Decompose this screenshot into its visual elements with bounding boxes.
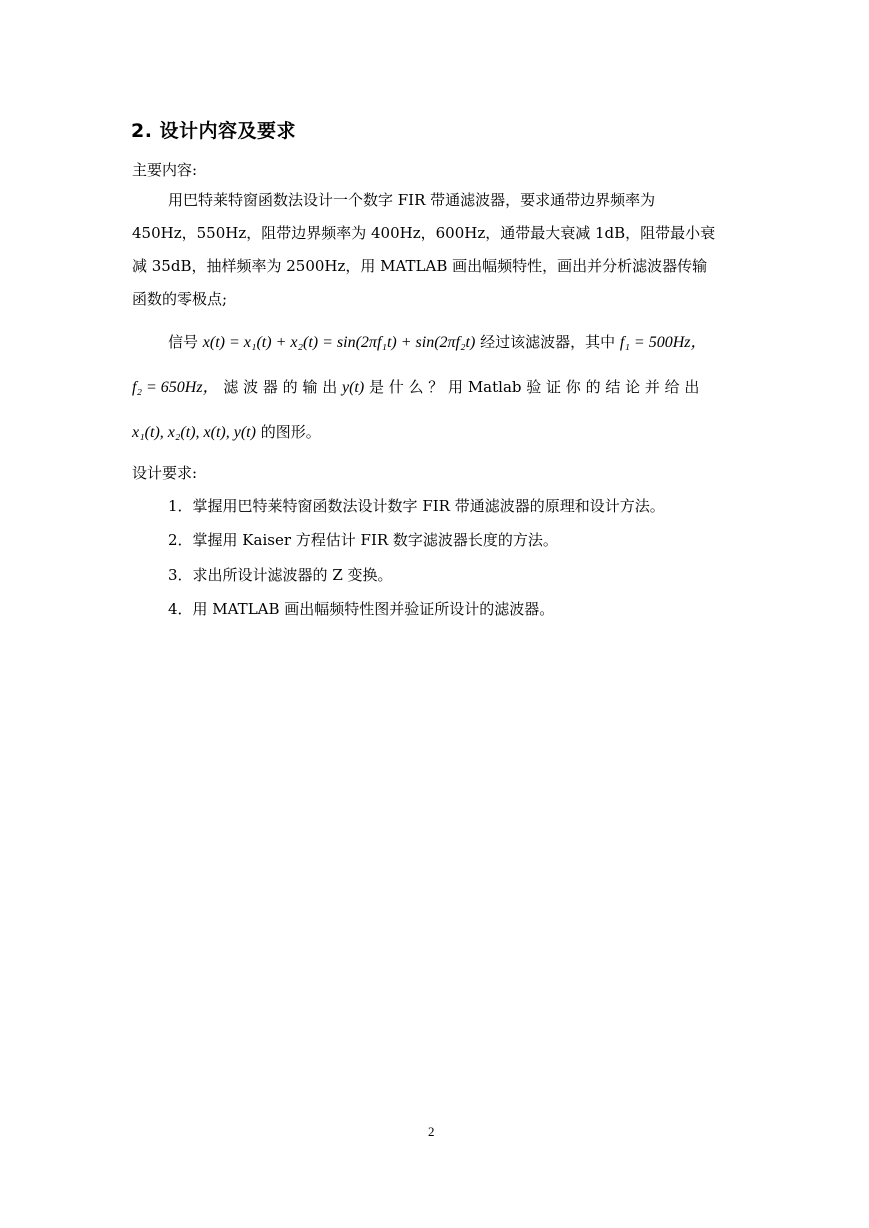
- requirements-label: 设计要求:: [132, 464, 198, 482]
- signal-paragraph-line-3: [132, 422, 321, 443]
- signal-paragraph-line-1: [168, 332, 706, 353]
- signals-formula: x₁(t), x₂(t), x(t), y(t): [132, 424, 256, 441]
- signal-suffix: 经过该滤波器，其中: [480, 333, 616, 351]
- y-symbol: y(t): [342, 379, 365, 396]
- question-text: 是 什 么 ？ 用 Matlab 验 证 你 的 结 论 并 给 出: [368, 378, 700, 396]
- requirement-item: 2．掌握用 Kaiser 方程估计 FIR 数字滤波器长度的方法。: [168, 531, 558, 549]
- paragraph-line: 用巴特莱特窗函数法设计一个数字 FIR 带通滤波器，要求通带边界频率为: [168, 191, 656, 209]
- signals-tail: 的图形。: [260, 423, 321, 441]
- filter-output-text: 滤 波 器 的 输 出: [223, 378, 338, 396]
- f2-value: f₂ = 650Hz，: [132, 379, 219, 396]
- signal-formula: x(t) = x₁(t) + x₂(t) = sin(2πf₁t) + sin(2πf₂t): [202, 334, 476, 351]
- paragraph-line: 减 35dB，抽样频率为 2500Hz，用 MATLAB 画出幅频特性，画出并分析滤波器传输: [132, 257, 708, 275]
- main-content-label: 主要内容:: [132, 161, 198, 179]
- page-number: 2: [428, 1124, 435, 1139]
- paragraph-line: 450Hz，550Hz，阻带边界频率为 400Hz，600Hz，通带最大衰减 1dB，阻带最小衰: [132, 224, 716, 242]
- requirement-item: 1．掌握用巴特莱特窗函数法设计数字 FIR 带通滤波器的原理和设计方法。: [168, 497, 665, 515]
- f1-value: f₁ = 500Hz，: [619, 334, 707, 351]
- signal-prefix: 信号: [168, 333, 199, 351]
- requirement-item: 4．用 MATLAB 画出幅频特性图并验证所设计的滤波器。: [168, 600, 555, 618]
- section-title: 2. 设计内容及要求: [131, 120, 297, 142]
- signal-paragraph-line-2: [132, 377, 699, 398]
- paragraph-line: 函数的零极点;: [132, 290, 228, 308]
- requirement-item: 3．求出所设计滤波器的 Z 变换。: [168, 566, 393, 584]
